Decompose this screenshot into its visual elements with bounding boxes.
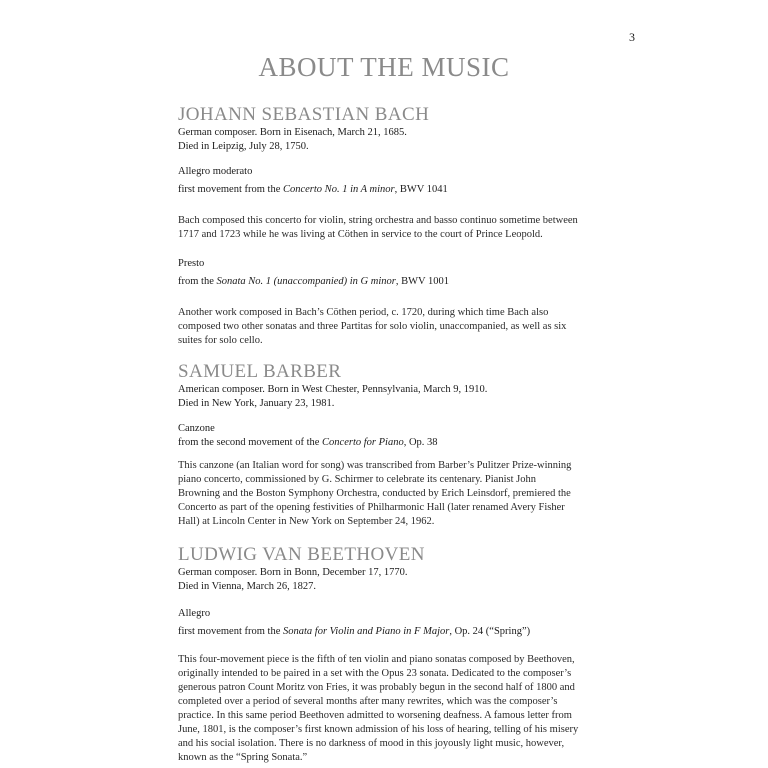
description-line: Hall) at Lincoln Center in New York on September 24, 1962. [178,516,435,527]
description-line: Another work composed in Bach’s Cöthen period, c. 1720, during which time Bach also [178,307,549,318]
composer-section-bach [178,104,738,348]
piece-title: Allegro [178,608,211,619]
source-work: Concerto No. 1 in A minor [282,184,395,195]
description-line: Browning and the Boston Symphony Orchestra, conducted by Erich Leinsdorf, premiered the [178,488,571,499]
composer-section-barber [178,361,738,529]
description-line: suites for solo cello. [178,335,263,346]
composer-bio [178,566,738,594]
description-line: composed two other sonatas and three Partitas for solo violin, unaccompanied, as well as six [178,321,567,332]
description-line: practice. In this same period Beethoven admitted to worsening deafness. A famous letter from [178,710,572,721]
description-line: known as the “Spring Sonata.” [178,752,308,763]
description-line: Bach composed this concerto for violin, string orchestra and basso continuo sometime between [178,215,578,226]
description-line: originally intended to be paired in a set with the Opus 23 sonata. Dedicated to the composer’s [178,668,572,679]
piece-source [178,436,738,450]
source-suffix: , BWV 1041 [394,184,448,195]
piece-description [178,214,738,242]
source-prefix: first movement from the [178,184,283,195]
piece-title: Allegro moderato [178,166,253,177]
source-suffix: , Op. 24 (“Spring”) [449,626,531,637]
source-work: Concerto for Piano [322,437,404,448]
description-line: and his social isolation. There is no darkness of mood in this joyously light music, however, [178,738,565,749]
source-prefix: from the [178,276,217,287]
description-line: This canzone (an Italian word for song) was transcribed from Barber’s Pulitzer Prize-winning [178,460,572,471]
piece-title: Presto [178,258,205,269]
piece-title: Canzone [178,423,215,434]
bio-line: German composer. Born in Bonn, December 17, 1770. [178,567,408,578]
page-title: ABOUT THE MUSIC [258,52,510,82]
source-suffix: , Op. 38 [403,437,438,448]
composer-name: LUDWIG VAN BEETHOVEN [178,544,425,565]
description-line: generous patron Count Moritz von Fries, it was probably begun in the second half of 1800 and [178,682,575,693]
bio-line: Died in Vienna, March 26, 1827. [178,581,316,592]
composer-section-beethoven [178,544,738,765]
source-work: Sonata for Violin and Piano in F Major [282,626,450,637]
source-suffix: , BWV 1001 [395,276,450,287]
bio-line: German composer. Born in Eisenach, March 21, 1685. [178,127,407,138]
description-line: June, 1801, is the composer’s first known admission of his loss of hearing, telling of his misery [178,724,579,735]
source-prefix: from the second movement of the [178,437,323,448]
composer-bio [178,126,738,154]
piece-description [178,459,738,529]
piece-description [178,653,738,765]
source-work: Sonata No. 1 (unaccompanied) in G minor [216,276,396,287]
bio-line: Died in New York, January 23, 1981. [178,398,335,409]
description-line: completed over a period of several months after many rewrites, which was the composer’s [178,696,558,707]
description-line: 1717 and 1723 while he was living at Cöthen in service to the court of Prince Leopold. [178,229,543,240]
composer-name: JOHANN SEBASTIAN BACH [178,104,430,125]
piece-source [178,275,738,289]
composer-name: SAMUEL BARBER [178,361,342,382]
bio-line: American composer. Born in West Chester, Pennsylvania, March 9, 1910. [178,384,488,395]
description-line: piano concerto, commissioned by G. Schirmer to celebrate its centenary. Pianist John [178,474,536,485]
piece-source [178,625,738,639]
page-number: 3 [629,30,635,44]
description-line: Concerto as part of the opening festivities of Philharmonic Hall (later renamed Avery Fisher [178,502,565,513]
piece-source [178,183,738,197]
bio-line: Died in Leipzig, July 28, 1750. [178,141,309,152]
source-prefix: first movement from the [178,626,283,637]
description-line: This four-movement piece is the fifth of ten violin and piano sonatas composed by Beethoven, [178,654,575,665]
piece-description [178,306,738,348]
composer-bio [178,383,738,411]
